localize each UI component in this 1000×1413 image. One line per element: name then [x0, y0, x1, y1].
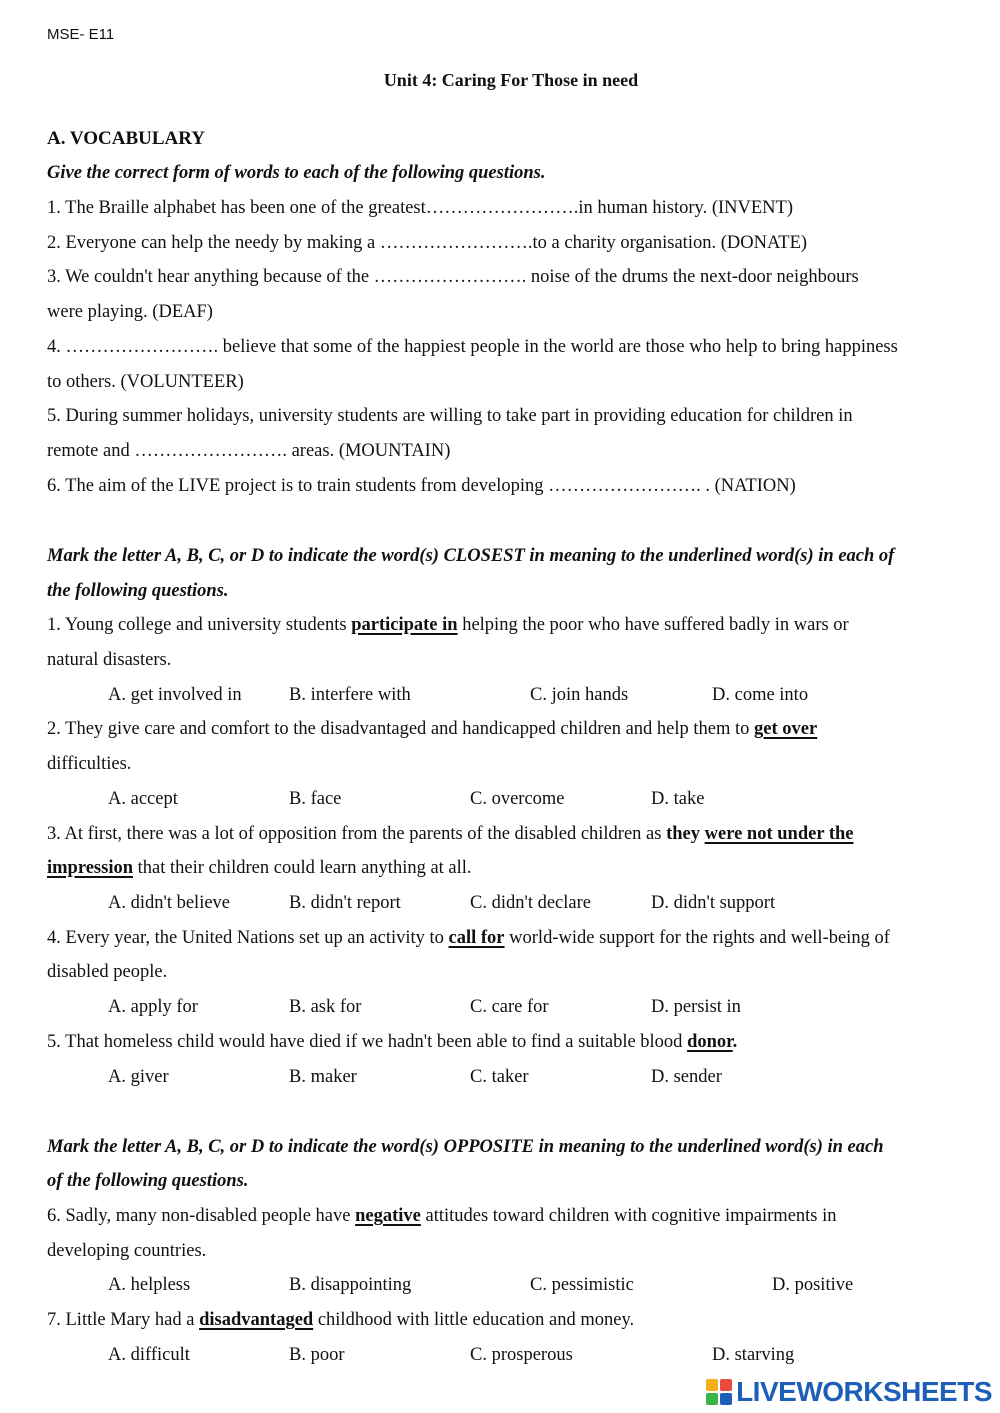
underlined-word: donor	[687, 1032, 733, 1052]
mc-question-5: 5. That homeless child would have died if we hadn't been able to find a suitable blood donor.	[47, 1032, 738, 1052]
logo-mark-icon	[706, 1379, 732, 1405]
underlined-word: disadvantaged	[199, 1310, 314, 1330]
mc-question-6-cont: developing countries.	[47, 1241, 207, 1261]
instruction: Give the correct form of words to each of the following questions.	[47, 163, 546, 183]
option-d[interactable]: D. sender	[651, 1067, 722, 1087]
mc-question-1-cont: natural disasters.	[47, 650, 172, 670]
option-c[interactable]: C. didn't declare	[470, 893, 591, 913]
option-c[interactable]: C. taker	[470, 1067, 529, 1087]
underlined-word: call for	[448, 928, 505, 948]
underlined-word: were not under the	[704, 824, 854, 844]
option-a[interactable]: A. accept	[108, 789, 178, 809]
option-a[interactable]: A. apply for	[108, 997, 198, 1017]
mc-question-3-cont: impression that their children could learn anything at all.	[47, 858, 472, 878]
question-3-cont: were playing. (DEAF)	[47, 302, 213, 322]
page-title: Unit 4: Caring For Those in need	[383, 70, 639, 90]
option-a[interactable]: A. giver	[108, 1067, 169, 1087]
option-c[interactable]: C. overcome	[470, 789, 565, 809]
closest-instruction: Mark the letter A, B, C, or D to indicate the word(s) CLOSEST in meaning to the underlined word(s) in each of	[47, 546, 895, 566]
mc-question-2-cont: difficulties.	[47, 754, 132, 774]
option-c[interactable]: C. prosperous	[470, 1345, 573, 1365]
question-4-cont: to others. (VOLUNTEER)	[47, 372, 244, 392]
option-d[interactable]: D. take	[651, 789, 705, 809]
underlined-word: get over	[754, 719, 818, 739]
option-b[interactable]: B. maker	[289, 1067, 357, 1087]
question-4: 4. ……………………. believe that some of the happiest people in the world are those who help to bring happiness	[47, 337, 898, 357]
document-code: MSE- E11	[47, 26, 115, 43]
mc-question-3: 3. At first, there was a lot of opposition from the parents of the disabled children as they were not under the	[47, 824, 854, 844]
closest-instruction-cont: the following questions.	[47, 581, 229, 601]
question-6: 6. The aim of the LIVE project is to train students from developing ……………………. . (NATION)	[47, 476, 796, 496]
option-d[interactable]: D. starving	[712, 1345, 795, 1365]
question-2: 2. Everyone can help the needy by making a …………………….to a charity organisation. (DONATE)	[47, 233, 808, 253]
mc-question-6: 6. Sadly, many non-disabled people have negative attitudes toward children with cognitive impairments in	[47, 1206, 837, 1226]
underlined-word: participate in	[351, 615, 458, 635]
mc-question-2: 2. They give care and comfort to the disadvantaged and handicapped children and help them to get over	[47, 719, 818, 739]
option-d[interactable]: D. positive	[772, 1275, 854, 1295]
opposite-instruction-cont: of the following questions.	[47, 1171, 249, 1191]
option-c[interactable]: C. pessimistic	[530, 1275, 634, 1295]
question-5-cont: remote and ……………………. areas. (MOUNTAIN)	[47, 441, 451, 461]
option-a[interactable]: A. get involved in	[108, 685, 242, 705]
section-heading: A. VOCABULARY	[47, 128, 206, 149]
option-b[interactable]: B. poor	[289, 1345, 345, 1365]
mc-question-1: 1. Young college and university students participate in helping the poor who have suffered badly in wars or	[47, 615, 849, 635]
underlined-word: negative	[355, 1206, 421, 1226]
opposite-instruction: Mark the letter A, B, C, or D to indicate the word(s) OPPOSITE in meaning to the underlined word(s) in each	[47, 1137, 884, 1157]
mc-question-7: 7. Little Mary had a disadvantaged childhood with little education and money.	[47, 1310, 635, 1330]
option-a[interactable]: A. helpless	[108, 1275, 191, 1295]
option-b[interactable]: B. interfere with	[289, 685, 411, 705]
option-b[interactable]: B. disappointing	[289, 1275, 412, 1295]
mc-question-4-cont: disabled people.	[47, 962, 168, 982]
question-1: 1. The Braille alphabet has been one of the greatest…………………….in human history. (INVENT)	[47, 198, 793, 218]
option-b[interactable]: B. ask for	[289, 997, 362, 1017]
option-d[interactable]: D. persist in	[651, 997, 741, 1017]
option-d[interactable]: D. come into	[712, 685, 809, 705]
liveworksheets-logo[interactable]	[706, 1374, 992, 1410]
option-c[interactable]: C. care for	[470, 997, 549, 1017]
option-a[interactable]: A. difficult	[108, 1345, 190, 1365]
mc-question-4: 4. Every year, the United Nations set up an activity to call for world-wide support for the rights and well-being of	[47, 928, 890, 948]
option-c[interactable]: C. join hands	[530, 685, 629, 705]
option-a[interactable]: A. didn't believe	[108, 893, 231, 913]
question-3: 3. We couldn't hear anything because of the ……………………. noise of the drums the next-door neighbours	[47, 267, 859, 287]
option-d[interactable]: D. didn't support	[651, 893, 776, 913]
logo-text: LIVEWORKSHEETS	[736, 1376, 992, 1407]
question-5: 5. During summer holidays, university students are willing to take part in providing education for children in	[47, 406, 853, 426]
underlined-word: impression	[47, 858, 134, 878]
option-b[interactable]: B. face	[289, 789, 342, 809]
option-b[interactable]: B. didn't report	[289, 893, 401, 913]
